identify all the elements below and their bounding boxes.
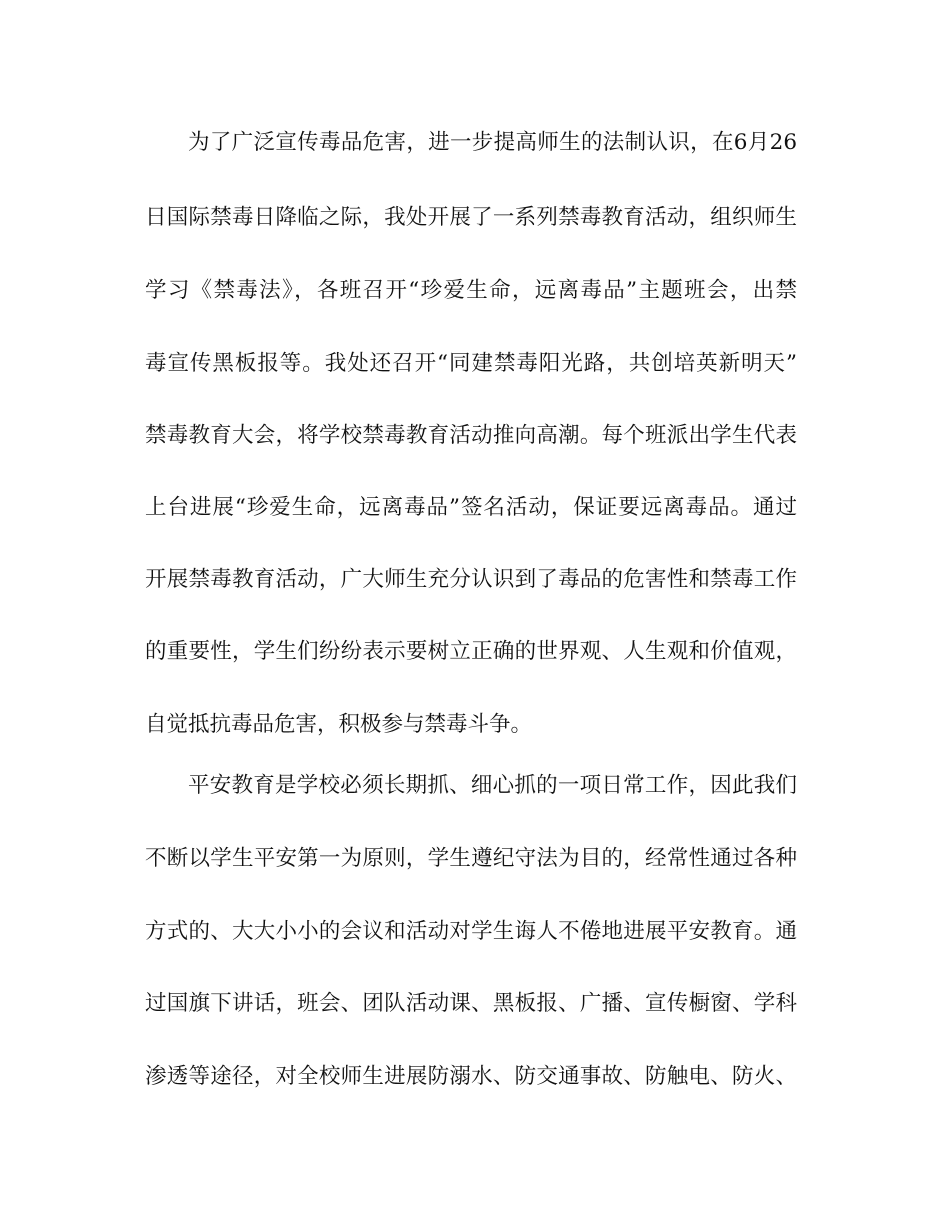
paragraph-1-line-2: 日国际禁毒日降临之际，我处开展了一系列禁毒教育活动，组织师生 [145,205,797,230]
paragraph-1-line-9: 自觉抵抗毒品危害，积极参与禁毒斗争。 [145,712,533,737]
paragraph-2-line-1: 平安教育是学校必须长期抓、细心抓的一项日常工作，因此我们 [188,773,797,798]
paragraph-2-line-2: 不断以学生平安第一为原则，学生遵纪守法为目的，经常性通过各种 [145,846,797,871]
paragraph-1-line-1: 为了广泛宣传毒品危害，进一步提高师生的法制认识，在6月26 [188,130,797,155]
paragraph-2-line-4: 过国旗下讲话，班会、团队活动课、黑板报、广播、宣传橱窗、学科 [145,991,797,1016]
paragraph-2-line-3: 方式的、大大小小的会议和活动对学生诲人不倦地进展平安教育。通 [145,919,797,944]
paragraph-1-line-5: 禁毒教育大会，将学校禁毒教育活动推向高潮。每个班派出学生代表 [145,423,797,448]
paragraph-1-line-7: 开展禁毒教育活动，广大师生充分认识到了毒品的危害性和禁毒工作 [145,567,797,592]
paragraph-1-line-8: 的重要性，学生们纷纷表示要树立正确的世界观、人生观和价值观， [145,639,797,664]
paragraph-1-line-4: 毒宣传黑板报等。我处还召开“同建禁毒阳光路，共创培英新明天” [145,351,797,376]
paragraph-1-line-3: 学习《禁毒法》，各班召开“珍爱生命，远离毒品”主题班会，出禁 [145,278,797,303]
paragraph-1-line-6: 上台进展“珍爱生命，远离毒品”签名活动，保证要远离毒品。通过 [145,495,797,520]
paragraph-2-line-5: 渗透等途径，对全校师生进展防溺水、防交通事故、防触电、防火、 [145,1064,797,1089]
